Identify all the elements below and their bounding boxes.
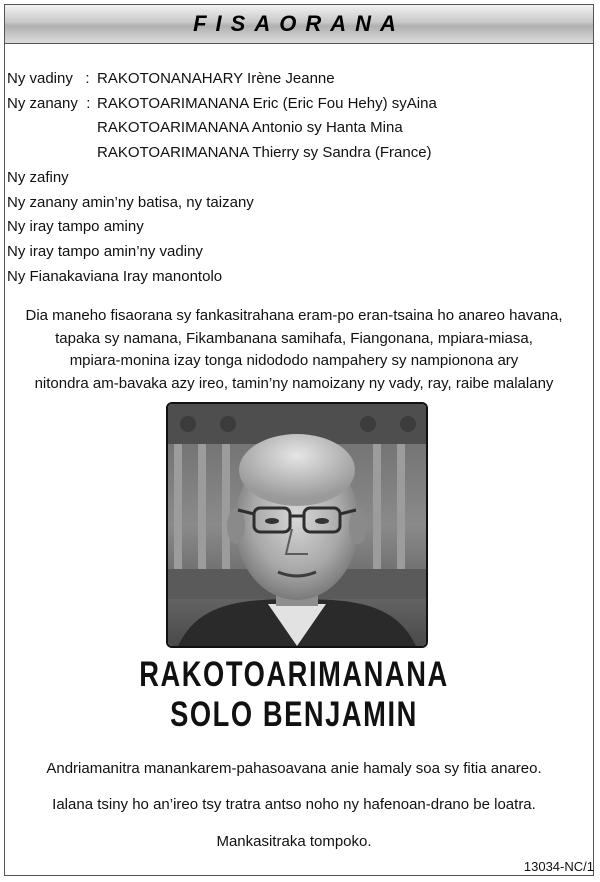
children-row bbox=[7, 116, 437, 141]
deceased-name-line1: RAKOTOARIMANANA bbox=[139, 655, 449, 694]
deceased-name-line2: SOLO BENJAMIN bbox=[170, 695, 418, 734]
thanks-line: mpiara-monina izay tonga nidododo nampahery sy nampionona ary bbox=[69, 352, 519, 369]
children-row bbox=[7, 92, 437, 117]
closing-thanks: Mankasitraka tompoko. bbox=[216, 833, 372, 850]
closing-apology: Ialana tsiny ho an’ireo tsy tratra antso noho ny hafenoan-drano be loatra. bbox=[52, 796, 536, 813]
closing-blessing: Andriamanitra manankarem-pahasoavana anie hamaly soa sy fitia anareo. bbox=[46, 760, 542, 777]
relatives-entry: Ny iray tampo aminy bbox=[7, 218, 144, 236]
spouse-label: Ny vadiny bbox=[7, 70, 73, 87]
reference-code: 13034-NC/1 bbox=[523, 859, 594, 874]
deceased-name bbox=[65, 655, 524, 735]
spouse-separator: : bbox=[85, 70, 90, 87]
relatives-entry: Ny zafiny bbox=[7, 168, 69, 186]
children-row bbox=[7, 141, 437, 166]
notice-header bbox=[5, 5, 593, 44]
notice-title: FISAORANA bbox=[193, 11, 405, 36]
children-separator: : bbox=[86, 94, 91, 112]
child-entry: RAKOTOARIMANANA Thierry sy Sandra (France) bbox=[97, 144, 432, 162]
relatives-entry: Ny Fianakaviana Iray manontolo bbox=[7, 267, 223, 285]
portrait-image bbox=[168, 404, 426, 646]
thanks-line: tapaka sy namana, Fikambanana samihafa, Fiangonana, mpiara-miasa, bbox=[55, 329, 533, 347]
spouse-value: RAKOTONANAHARY Irène Jeanne bbox=[97, 70, 335, 87]
thanks-line: Dia maneho fisaorana sy fankasitrahana eram-po eran-tsaina ho anareo havana, bbox=[25, 307, 563, 324]
relatives-entry: Ny iray tampo amin’ny vadiny bbox=[7, 242, 203, 260]
spouse-row bbox=[7, 67, 437, 92]
thanks-paragraph bbox=[0, 305, 588, 395]
child-entry: RAKOTOARIMANANA Antonio sy Hanta Mina bbox=[97, 119, 403, 137]
thanks-line: nitondra am-bavaka azy ireo, tamin’ny namoizany ny vady, ray, raibe malalany bbox=[34, 374, 554, 392]
child-entry: RAKOTOARIMANANA Eric (Eric Fou Hehy) syAina bbox=[97, 94, 437, 112]
relatives-entry: Ny zanany amin’ny batisa, ny taizany bbox=[7, 193, 254, 211]
family-list bbox=[7, 67, 437, 289]
portrait-photo bbox=[166, 402, 428, 648]
children-label: Ny zanany bbox=[7, 94, 78, 112]
